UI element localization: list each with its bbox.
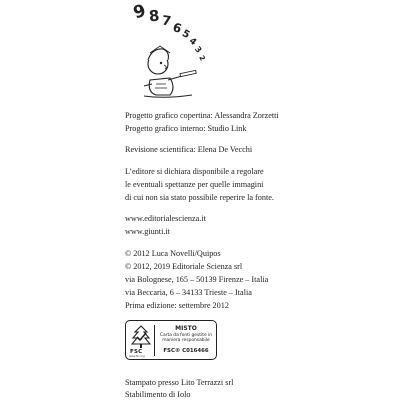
interior-design-credit: Progetto grafico interno: Studio Link: [125, 124, 247, 133]
digit-8: 8: [148, 6, 161, 26]
copyright-line: © 2012 Luca Novelli/Quipos: [125, 249, 221, 258]
scientific-review-credit: Revisione scientifica: Elena De Vecchi: [125, 145, 253, 154]
notice-line: di cui non sia stato possibile reperire la fonte.: [125, 193, 274, 202]
first-edition-line: Prima edizione: settembre 2012: [125, 301, 229, 310]
digit-7: 7: [161, 13, 173, 30]
digit-2: 2: [197, 54, 207, 63]
address-line: via Bolognese, 165 – 50139 Firenze – Italia: [125, 275, 269, 284]
fsc-website: www.fsc.org: [129, 355, 145, 358]
fsc-divider: [154, 325, 155, 356]
fsc-logo-word: FSC: [130, 349, 143, 355]
copyright-line: © 2012, 2019 Editoriale Scienza srl: [125, 262, 243, 271]
website-link-giunti[interactable]: www.giunti.it: [125, 227, 170, 236]
fsc-claim: Carta da fonti gestite in maniera responsabile: [159, 333, 213, 343]
digit-3: 3: [192, 44, 204, 55]
fsc-label: MISTO: [175, 325, 197, 332]
digit-9: 9: [131, 0, 149, 24]
notice-line: le eventuali spettanze per quelle immagini: [125, 180, 264, 189]
address-line: via Beccaria, 6 – 34133 Trieste – Italia: [125, 288, 252, 297]
fsc-tree-check-icon: [131, 325, 151, 351]
character-figure-icon: [130, 40, 200, 100]
digit-5: 5: [180, 28, 192, 42]
fsc-certification-badge: [125, 320, 217, 360]
printer-location-line: Stabilimento di Iolo: [125, 390, 191, 399]
cover-design-credit: Progetto grafico copertina: Alessandra Zorzetti: [125, 111, 279, 120]
fsc-license-code: FSC® C016466: [163, 348, 209, 354]
printer-line: Stampato presso Lito Terrazzi srl: [125, 378, 234, 387]
website-link-editorialescienza[interactable]: www.editorialescienza.it: [125, 214, 206, 223]
digit-4: 4: [186, 36, 198, 48]
notice-line: L’editore si dichiara disponibile a regolare: [125, 167, 264, 176]
publisher-illustration: [120, 0, 220, 102]
digit-6: 6: [171, 20, 184, 36]
